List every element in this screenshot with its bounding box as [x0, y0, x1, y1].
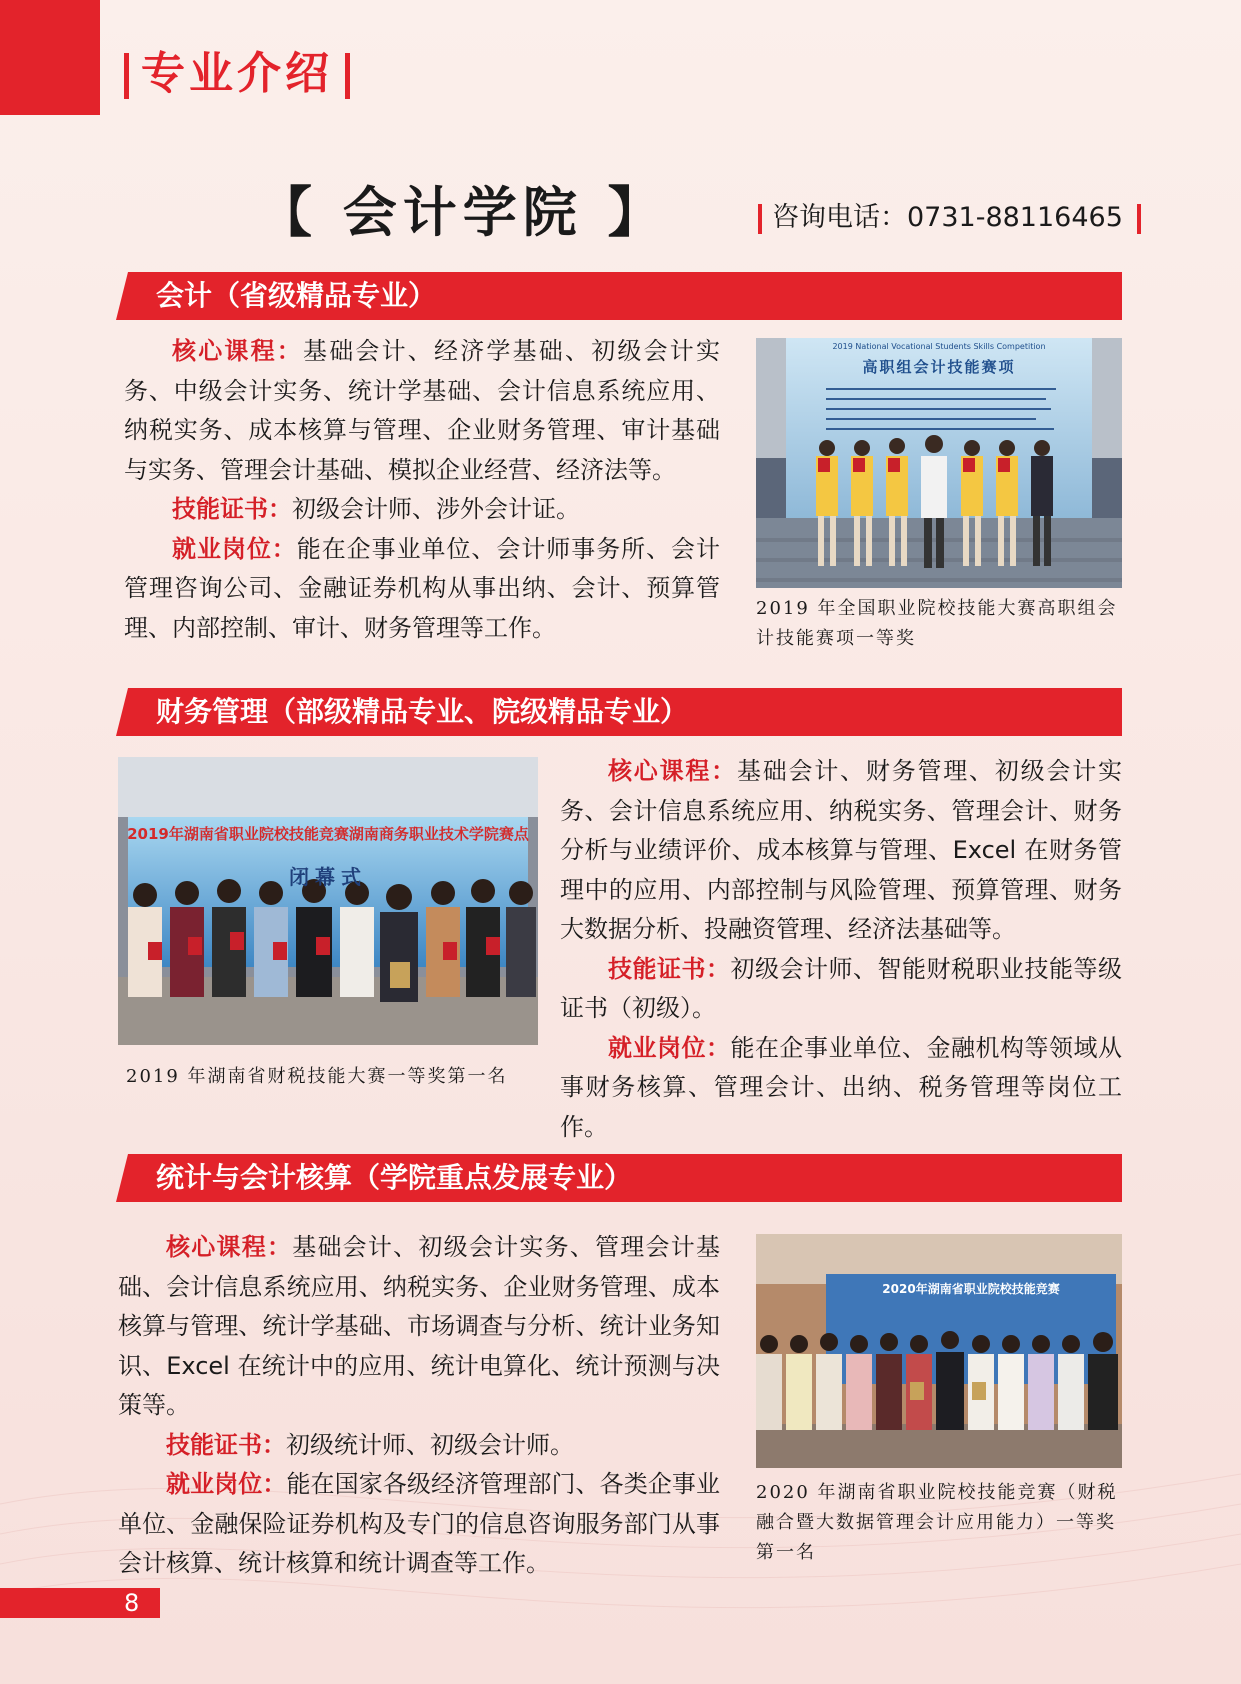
section-text-statistics [118, 1228, 720, 1584]
job-label: 就业岗位： [172, 534, 297, 563]
core-courses-label: 核心课程： [172, 337, 303, 365]
job-label: 就业岗位： [608, 1033, 731, 1062]
corner-accent-block [0, 0, 100, 115]
college-title: 【 会计学院 】 [258, 180, 668, 244]
phone-bar-right [1137, 204, 1141, 234]
photo-banner-title-2020: 2020年湖南省职业院校技能竞赛 [882, 1282, 1060, 1296]
phone-bar-left [758, 204, 762, 234]
section-banner-finance [128, 688, 1122, 736]
photo-caption-national: 2019 年全国职业院校技能大赛高职组会计技能赛项一等奖 [756, 598, 1118, 649]
certificate-label: 技能证书： [166, 1430, 286, 1459]
core-courses-text: 基础会计、初级会计实务、管理会计基础、会计信息系统应用、纳税实务、企业财务管理、成本核算与管理、统计学基础、市场调查与分析、统计业务知识、Excel 在统计中的应用、统计电算化、统计预测与决策等。 [118, 1233, 721, 1419]
core-courses-text: 基础会计、经济学基础、初级会计实务、中级会计实务、统计学基础、会计信息系统应用、纳税实务、成本核算与管理、企业财务管理、审计基础与实务、管理会计基础、模拟企业经营、经济法等。 [124, 337, 720, 484]
phone-number: 0731-88116465 [907, 202, 1123, 233]
core-courses-label: 核心课程： [608, 757, 737, 785]
photo-banner-title-hunan: 2019年湖南省职业院校技能竞赛湖南商务职业技术学院赛点 [127, 825, 529, 843]
photo-national-competition [756, 338, 1122, 588]
photo-caption-hunan: 2019 年湖南省财税技能大赛一等奖第一名 [126, 1066, 508, 1087]
certificate-label: 技能证书： [172, 495, 292, 523]
section-banner-statistics [128, 1154, 1122, 1202]
photo-2020-competition [756, 1234, 1122, 1468]
section-text-accounting [124, 332, 720, 648]
core-courses-text: 基础会计、财务管理、初级会计实务、会计信息系统应用、纳税实务、管理会计、财务分析与业绩评价、成本核算与管理、Excel 在财务管理中的应用、内部控制与风险管理、预算管理、财务大数据分析、投融资管理、经济法基础等。 [560, 757, 1123, 943]
core-courses-label: 核心课程： [166, 1233, 293, 1261]
label-bar-right [345, 53, 350, 99]
certificate-text: 初级会计师、智能财税职业技能等级证书（初级）。 [560, 954, 1122, 1022]
section-banner-accounting [128, 272, 1122, 320]
section-text-finance [560, 752, 1122, 1147]
photo-hunan-finance-tax [118, 757, 538, 1045]
consult-phone [758, 200, 1141, 236]
phone-label: 咨询电话： [772, 202, 907, 233]
photo-banner-closing: 闭幕式 [289, 865, 367, 889]
job-text: 能在国家各级经济管理部门、各类企事业单位、金融保险证券机构及专门的信息咨询服务部门从事会计核算、统计核算和统计调查等工作。 [118, 1470, 721, 1577]
photo-caption-2020: 2020 年湖南省职业院校技能竞赛（财税融合暨大数据管理会计应用能力）一等奖第一名 [756, 1482, 1118, 1563]
photo-banner-en: 2019 National Vocational Students Skills Competition [832, 342, 1046, 351]
photo-banner-title: 高职组会计技能赛项 [862, 358, 1016, 376]
section-title-accounting: 会计（省级精品专业） [156, 279, 437, 312]
certificate-text: 初级会计师、涉外会计证。 [292, 495, 580, 523]
label-bar-left [124, 53, 129, 99]
page-number: 8 [124, 1589, 140, 1617]
section-label-text: 专业介绍 [141, 48, 333, 99]
job-label: 就业岗位： [166, 1470, 287, 1498]
certificate-text: 初级统计师、初级会计师。 [286, 1430, 574, 1459]
section-title-statistics: 统计与会计核算（学院重点发展专业） [156, 1161, 633, 1194]
certificate-label: 技能证书： [608, 954, 731, 983]
job-text: 能在企事业单位、会计师事务所、会计管理咨询公司、金融证券机构从事出纳、会计、预算管理、内部控制、审计、财务管理等工作。 [124, 534, 721, 642]
section-label [124, 44, 362, 104]
job-text: 能在企事业单位、金融机构等领域从事财务核算、管理会计、出纳、税务管理等岗位工作。 [560, 1033, 1122, 1141]
section-title-finance: 财务管理（部级精品专业、院级精品专业） [156, 695, 689, 728]
